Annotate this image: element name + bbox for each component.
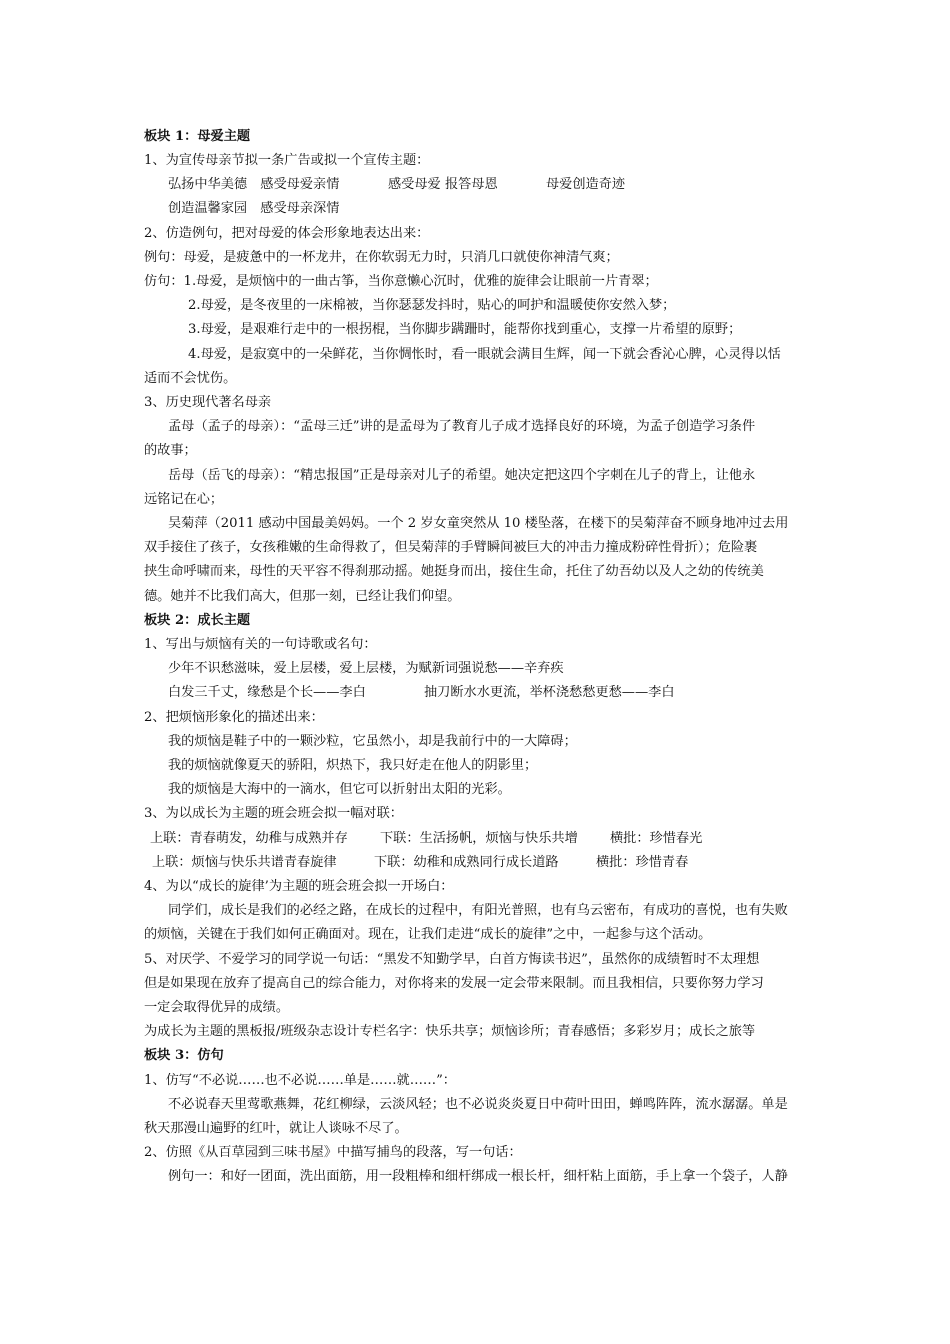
poem-line: 白发三千丈，缘愁是个长——李白 — [168, 685, 366, 700]
question: 2、仿造例句，把对母爱的体会形象地表达出来： — [144, 226, 430, 241]
description-line: 我的烦恼是大海中的一滴水，但它可以折射出太阳的光彩。 — [168, 782, 511, 797]
paragraph-line: 远铭记在心； — [144, 492, 224, 507]
couplet-row — [152, 853, 688, 873]
paragraph-line: 挟生命呼啸而来，母性的天平容不得刹那动摇。她挺身而出，接住生命，托住了幼吾幼以及人之幼的传统美 — [144, 564, 764, 579]
paragraph-line: 的故事； — [144, 443, 197, 458]
couplet-upper: 上联：烦恼与快乐共谱青春旋律 — [152, 855, 337, 870]
description-line: 我的烦恼是鞋子中的一颗沙粒，它虽然小，却是我前行中的一大障碍； — [168, 734, 577, 749]
paragraph-line: 但是如果现在放弃了提高自己的综合能力，对你将来的发展一定会带来限制。而且我相信，只要你努力学习 — [144, 976, 764, 991]
section-heading: 板块 2：成长主题 — [144, 613, 251, 628]
paragraph-line: 岳母（岳飞的母亲）：“精忠报国”正是母亲对儿子的希望。她决定把这四个字刺在儿子的背上，让他永 — [168, 468, 756, 483]
couplet-lower: 下联：生活扬帆，烦恼与快乐共增 — [380, 831, 578, 846]
slogan: 母爱创造奇迹 — [546, 177, 626, 192]
paragraph-line: 例句一：和好一团面，洗出面筋，用一段粗棒和细杆绑成一根长杆，细杆粘上面筋，手上拿一个袋子，人静 — [168, 1169, 788, 1184]
paragraph-line: 一定会取得优异的成绩。 — [144, 1000, 290, 1015]
paragraph-line: 孟母（孟子的母亲）：“孟母三迁”讲的是孟母为了教育儿子成才选择良好的环境，为孟子创造学习条件 — [168, 419, 756, 434]
section-heading: 板块 1：母爱主题 — [144, 129, 251, 144]
question: 4、为以“成长的旋律’为主题的班会班会拟一开场白： — [144, 879, 454, 894]
paragraph-line: 为成长为主题的黑板报/班级杂志设计专栏名字：快乐共享；烦恼诊所；青春感悟；多彩岁月；成长之旅等 — [144, 1024, 756, 1039]
description-line: 我的烦恼就像夏天的骄阳，炽热下，我只好走在他人的阴影里； — [168, 758, 538, 773]
paragraph-line: 双手接住了孩子，女孩稚嫩的生命得救了，但吴菊萍的手臂瞬间被巨大的冲击力撞成粉碎性骨折）；危险裹 — [144, 540, 758, 555]
couplet-upper: 上联：青春萌发，幼稚与成熟并存 — [150, 831, 348, 846]
paragraph-line: 不必说春天里莺歌燕舞，花红柳绿，云淡风轻；也不必说炎炎夏日中荷叶田田，蝉鸣阵阵，流水潺潺。单是 — [168, 1097, 788, 1112]
couplet-horizontal: 横批：珍惜春光 — [610, 831, 703, 846]
imitation-sentence: 仿句：1.母爱，是烦恼中的一曲古筝，当你意懒心沉时，优雅的旋律会让眼前一片青翠； — [144, 274, 658, 289]
slogan: 感受母爱 报答母恩 — [388, 177, 498, 192]
paragraph-line: 德。她并不比我们高大，但那一刻，已经让我们仰望。 — [144, 589, 461, 604]
slogan: 弘扬中华美德 感受母爱亲情 — [168, 177, 340, 192]
paragraph-line: 秋天那漫山遍野的红叶，就让人谈咏不尽了。 — [144, 1121, 408, 1136]
question: 1、为宣传母亲节拟一条广告或拟一个宣传主题： — [144, 153, 430, 168]
question: 1、仿写“不必说……也不必说……单是……就……”： — [144, 1073, 456, 1088]
poem-line: 少年不识愁滋味，爱上层楼，爱上层楼，为赋新词强说愁——辛弃疾 — [168, 661, 564, 676]
example-sentence: 例句：母爱，是疲惫中的一杯龙井，在你软弱无力时，只消几口就使你神清气爽； — [144, 250, 619, 265]
question: 2、仿照《从百草园到三味书屋》中描写捕鸟的段落，写一句话： — [144, 1145, 522, 1160]
slogan-row — [168, 175, 625, 195]
paragraph-line: 的烦恼，关键在于我们如何正确面对。现在，让我们走进“成长的旋律”之中，一起参与这个活动。 — [144, 927, 712, 942]
paragraph-line: 5、对厌学、不爱学习的同学说一句话：“黑发不知勤学早，白首方悔读书迟”，虽然你的成绩暂时不太理想 — [144, 952, 760, 967]
paragraph-line: 吴菊萍（2011 感动中国最美妈妈。一个 2 岁女童突然从 10 楼坠落，在楼下的吴菊萍奋不顾身地冲过去用 — [168, 516, 789, 531]
paragraph-line: 同学们，成长是我们的必经之路，在成长的过程中，有阳光普照，也有乌云密布，有成功的喜悦，也有失败 — [168, 903, 788, 918]
section-heading: 板块 3：仿句 — [144, 1048, 224, 1063]
imitation-sentence: 4.母爱，是寂寞中的一朵鲜花，当你惆怅时，看一眼就会满目生辉，闻一下就会香沁心脾，心灵得以恬 — [188, 347, 781, 362]
question: 1、写出与烦恼有关的一句诗歌或名句： — [144, 637, 377, 652]
poem-line: 抽刀断水水更流，举杯浇愁愁更愁——李白 — [424, 685, 675, 700]
question: 2、把烦恼形象化的描述出来： — [144, 710, 324, 725]
question: 3、历史现代著名母亲 — [144, 395, 272, 410]
slogan: 创造温馨家园 感受母亲深情 — [168, 201, 340, 216]
question: 3、为以成长为主题的班会班会拟一幅对联： — [144, 806, 403, 821]
imitation-sentence-cont: 适而不会忧伤。 — [144, 371, 237, 386]
couplet-lower: 下联：幼稚和成熟同行成长道路 — [374, 855, 559, 870]
couplet-horizontal: 横批：珍惜青春 — [596, 855, 689, 870]
poem-row — [168, 683, 675, 703]
couplet-row — [150, 829, 702, 849]
imitation-sentence: 2.母爱，是冬夜里的一床棉被，当你瑟瑟发抖时，贴心的呵护和温暖使你安然入梦； — [188, 298, 676, 313]
imitation-sentence: 3.母爱，是艰难行走中的一根拐棍，当你脚步蹒跚时，能帮你找到重心，支撑一片希望的原野； — [188, 322, 742, 337]
